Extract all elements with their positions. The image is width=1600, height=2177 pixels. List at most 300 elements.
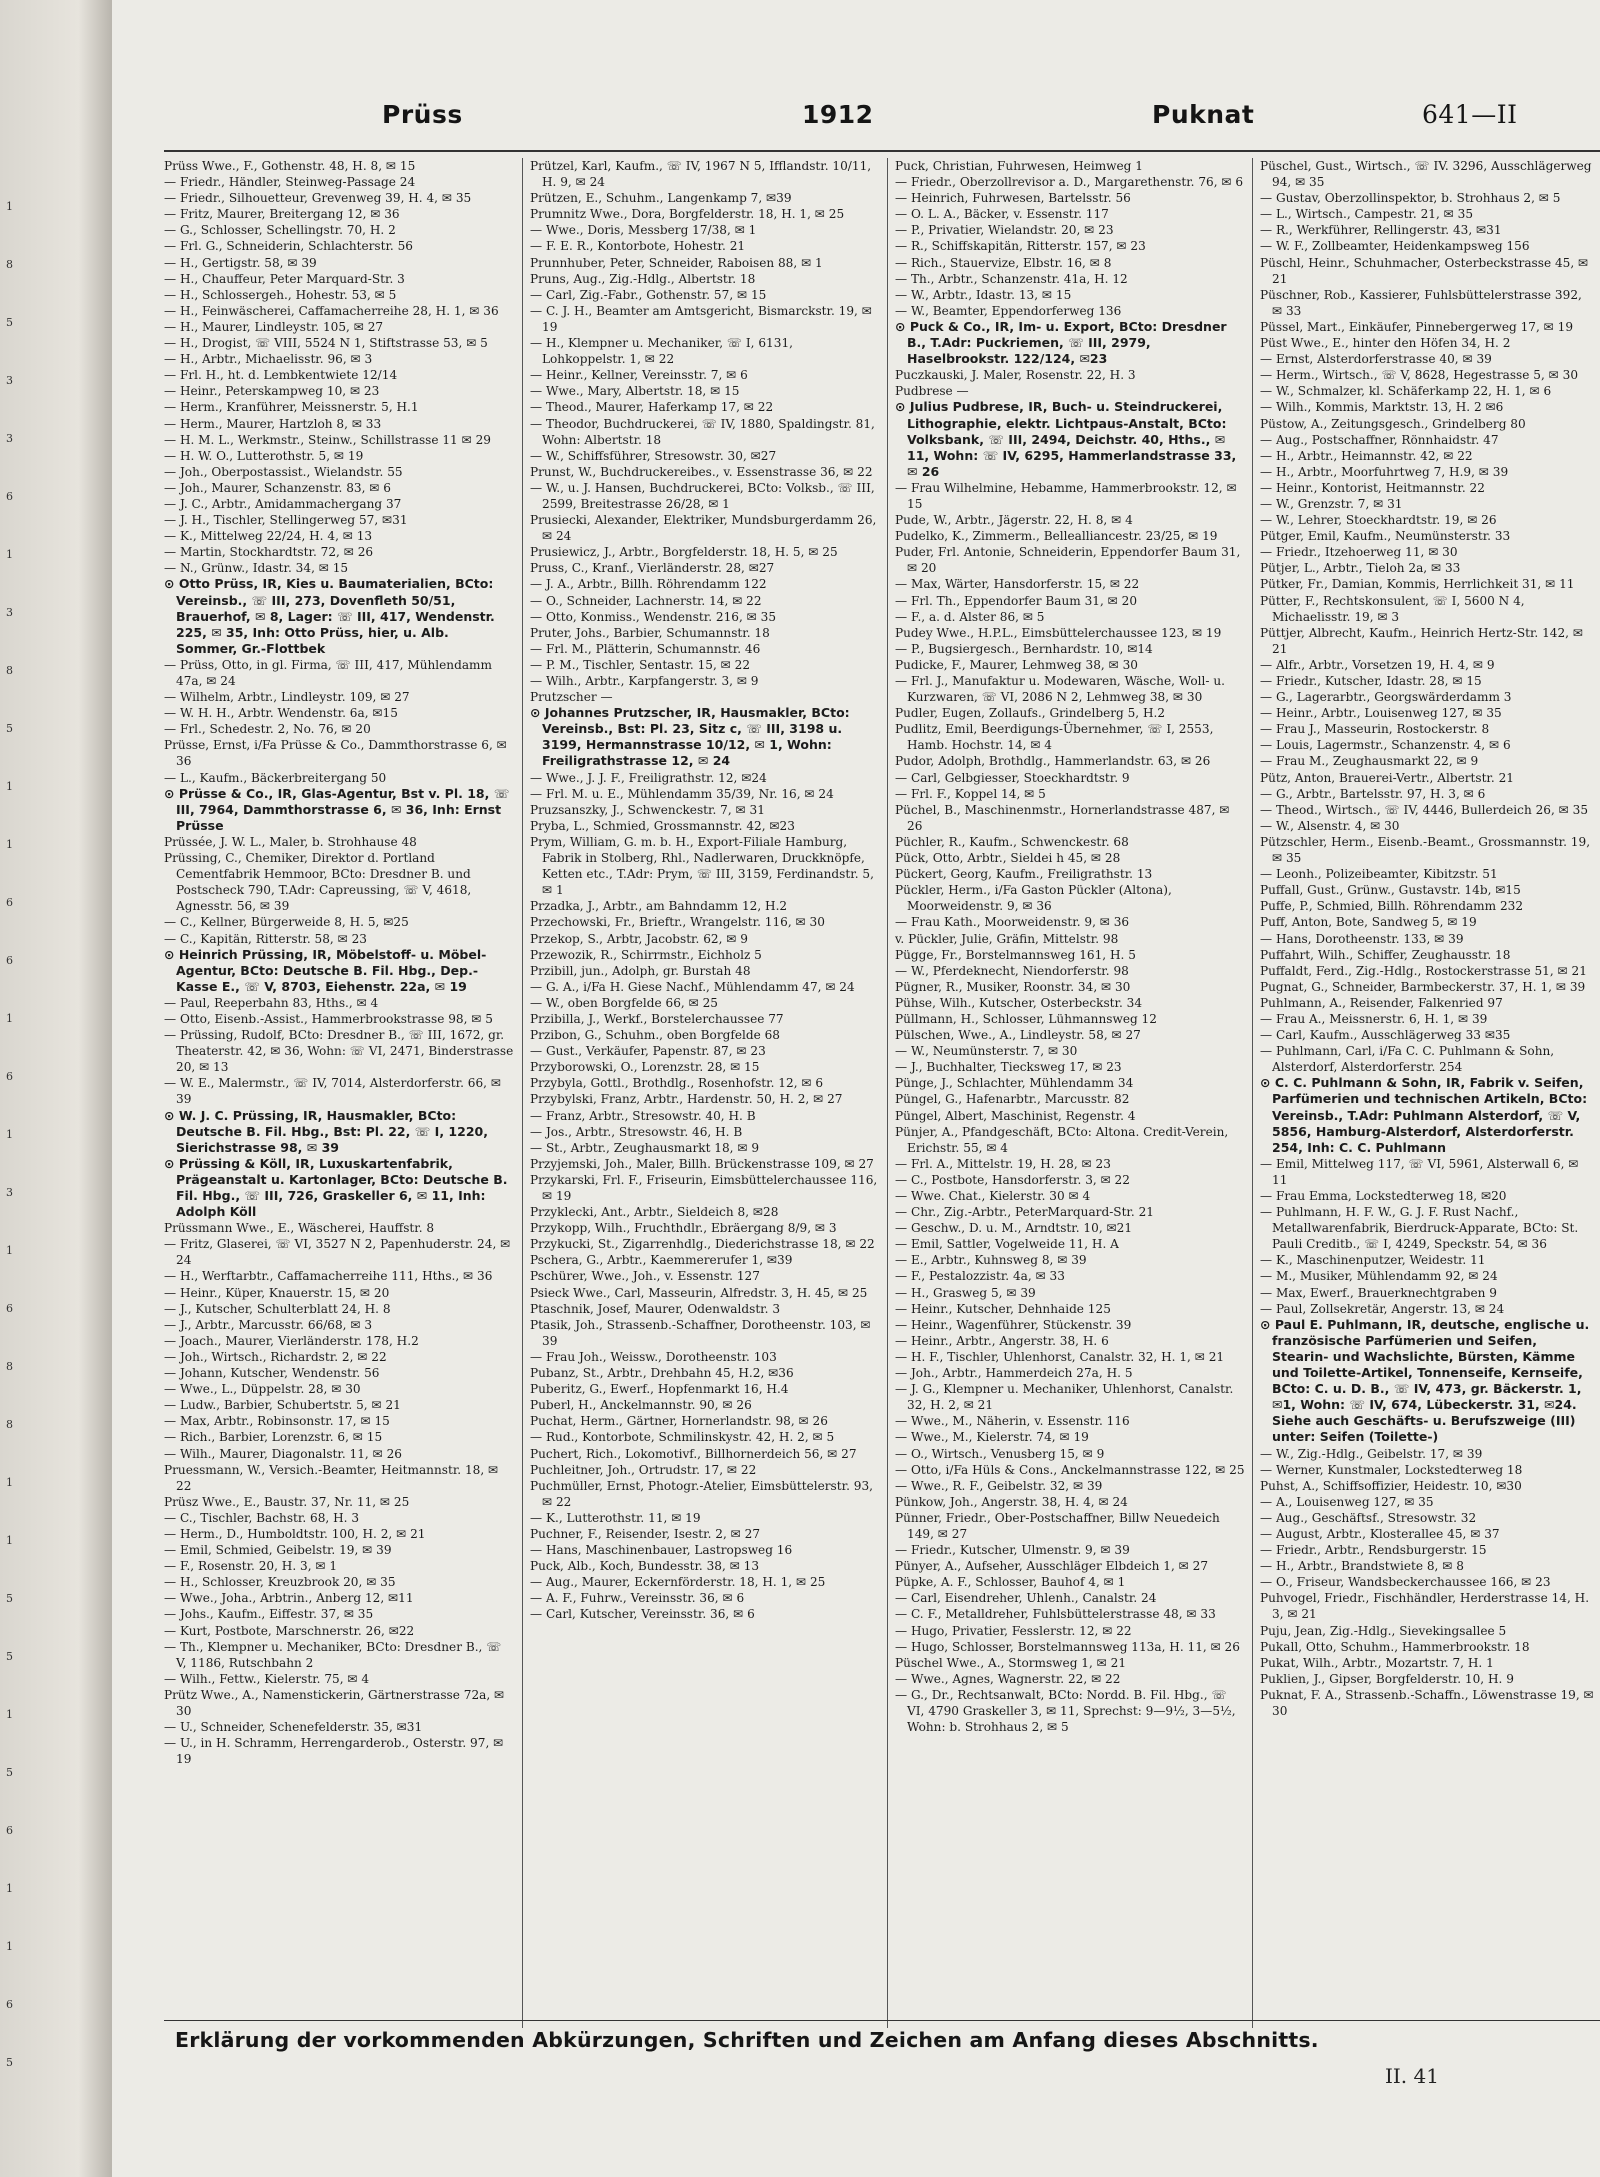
directory-entry: — Geschw., D. u. M., Arndtstr. 10, ✉21 xyxy=(895,1221,1133,1236)
directory-entry: Prusiecki, Alexander, Elektriker, Mundsburgerdamm 26, ✉ 24 xyxy=(530,513,877,544)
directory-entry: — H., Werftarbtr., Caffamacherreihe 111, Hths., ✉ 36 xyxy=(164,1269,493,1284)
directory-entry: ⊙ Paul E. Puhlmann, IR, deutsche, englische u. französische Parfümerien und Seifen, Stearin- und Wachslichte, Bürsten, Kämme und Toilette-Artikel, Tonnenseife, Kernseife, BCto: C. u. D. B., ☏ IV, 473, gr. Bäckerstr. 1, ✉1, Wohn: ☏ IV, 674, Lübeckerstr. 31, ✉24. Siehe auch Geschäfts- u. Berufszweige (III) unter: Seifen (Toilette-) xyxy=(1260,1316,1590,1445)
directory-entry: Pruns, Aug., Zig.-Hdlg., Albertstr. 18 xyxy=(530,271,756,286)
directory-entry: Przykopp, Wilh., Fruchthdlr., Ebräergang 8/9, ✉ 3 xyxy=(530,1221,837,1236)
directory-entry: — W., Zig.-Hdlg., Geibelstr. 17, ✉ 39 xyxy=(1260,1446,1483,1461)
margin-mark: 5 xyxy=(6,722,13,735)
margin-mark: 6 xyxy=(6,1824,13,1837)
directory-entry: — H., Arbtr., Michaelisstr. 96, ✉ 3 xyxy=(164,352,373,367)
directory-entry: — Friedr., Oberzollrevisor a. D., Margarethenstr. 76, ✉ 6 xyxy=(895,175,1244,190)
directory-entry: — C., Kapitän, Ritterstr. 58, ✉ 23 xyxy=(164,931,367,946)
directory-entry: — Max, Arbtr., Robinsonstr. 17, ✉ 15 xyxy=(164,1414,390,1429)
directory-entry: Pudelko, K., Zimmerm., Bellealliancestr. 23/25, ✉ 19 xyxy=(895,529,1218,544)
directory-entry: Prüssing, C., Chemiker, Direktor d. Portland Cementfabrik Hemmoor, BCto: Dresdner B. und Postscheck 790, T.Adr: Capreussing, ☏ V, 4618, Agnesstr. 56, ✉ 39 xyxy=(164,851,472,914)
margin-mark: 1 xyxy=(6,1940,13,1953)
directory-entry: Pückert, Georg, Kaufm., Freiligrathstr. 13 xyxy=(895,867,1153,882)
directory-entry: — G., Lagerarbtr., Georgswärderdamm 3 xyxy=(1260,690,1512,705)
directory-entry: Przyjemski, Joh., Maler, Billh. Brückenstrasse 109, ✉ 27 xyxy=(530,1156,874,1171)
directory-entry: — C., Postbote, Hansdorferstr. 3, ✉ 22 xyxy=(895,1172,1130,1187)
column-3 xyxy=(895,158,1245,2058)
directory-entry: — Hans, Maschinenbauer, Lastropsweg 16 xyxy=(530,1543,793,1558)
directory-entry: ⊙ Otto Prüss, IR, Kies u. Baumaterialien, BCto: Vereinsb., ☏ III, 273, Dovenfleth 50/51, Brauerhof, ✉ 8, Lager: ☏ III, 417, Wendenstr. 225, ✉ 35, Inh: Otto Prüss, hier, u. Alb. Sommer, Gr.-Flottbek xyxy=(164,576,495,656)
column-4 xyxy=(1260,158,1595,2058)
directory-entry: Pütker, Fr., Damian, Kommis, Herrlichkeit 31, ✉ 11 xyxy=(1260,577,1575,592)
directory-entry: — W., Schmalzer, kl. Schäferkamp 22, H. 1, ✉ 6 xyxy=(1260,384,1552,399)
directory-entry: Püschel, Gust., Wirtsch., ☏ IV. 3296, Ausschlägerweg 94, ✉ 35 xyxy=(1260,159,1592,190)
directory-entry: — W., Beamter, Eppendorferweg 136 xyxy=(895,303,1122,318)
directory-entry: Puju, Jean, Zig.-Hdlg., Sievekingsallee 5 xyxy=(1260,1623,1507,1638)
directory-entry: Prusiewicz, J., Arbtr., Borgfelderstr. 18, H. 5, ✉ 25 xyxy=(530,545,838,560)
directory-entry: Pschürer, Wwe., Joh., v. Essenstr. 127 xyxy=(530,1269,760,1284)
directory-entry: — Frau A., Meissnerstr. 6, H. 1, ✉ 39 xyxy=(1260,1011,1488,1026)
directory-entry: Przyborowski, O., Lorenzstr. 28, ✉ 15 xyxy=(530,1060,760,1075)
directory-entry: — R., Schiffskapitän, Ritterstr. 157, ✉ 23 xyxy=(895,239,1146,254)
column-1 xyxy=(164,158,514,2058)
directory-entry: Pukall, Otto, Schuhm., Hammerbrookstr. 18 xyxy=(1260,1639,1530,1654)
directory-entry: — Frau Kath., Moorweidenstr. 9, ✉ 36 xyxy=(895,915,1130,930)
directory-entry: — Leonh., Polizeibeamter, Kibitzstr. 51 xyxy=(1260,867,1498,882)
directory-entry: — Joh., Oberpostassist., Wielandstr. 55 xyxy=(164,464,403,479)
directory-entry: — Wwe., Mary, Albertstr. 18, ✉ 15 xyxy=(530,384,740,399)
directory-entry: — C. F., Metalldreher, Fuhlsbüttelerstrasse 48, ✉ 33 xyxy=(895,1607,1216,1622)
directory-entry: — O., Friseur, Wandsbeckerchaussee 166, ✉ 23 xyxy=(1260,1575,1551,1590)
directory-entry: — W., Neumünsterstr. 7, ✉ 30 xyxy=(895,1044,1078,1059)
directory-entry: — Chr., Zig.-Arbtr., PeterMarquard-Str. 21 xyxy=(895,1205,1154,1220)
directory-entry: — Herm., Wirtsch., ☏ V, 8628, Hegestrasse 5, ✉ 30 xyxy=(1260,368,1579,383)
directory-entry: Puder, Frl. Antonie, Schneiderin, Eppendorfer Baum 31, ✉ 20 xyxy=(895,545,1241,576)
directory-entry: — Theod., Wirtsch., ☏ IV, 4446, Bullerdeich 26, ✉ 35 xyxy=(1260,802,1589,817)
directory-entry: — H., Grasweg 5, ✉ 39 xyxy=(895,1285,1036,1300)
margin-mark: 5 xyxy=(6,2056,13,2069)
footer-note: Erklärung der vorkommenden Abkürzungen, Schriften und Zeichen am Anfang dieses Abschnitts. xyxy=(175,2028,1319,2052)
directory-entry: Pudbrese — xyxy=(895,384,969,399)
directory-entry: — H., Chauffeur, Peter Marquard-Str. 3 xyxy=(164,271,405,286)
directory-entry: — Heinr., Kellner, Vereinsstr. 7, ✉ 6 xyxy=(530,368,748,383)
directory-entry: — Herm., Maurer, Hartzloh 8, ✉ 33 xyxy=(164,416,382,431)
directory-entry: — Ernst, Alsterdorferstrasse 40, ✉ 39 xyxy=(1260,352,1492,367)
directory-entry: Pukat, Wilh., Arbtr., Mozartstr. 7, H. 1 xyxy=(1260,1655,1494,1670)
directory-entry: — Johann, Kutscher, Wendenstr. 56 xyxy=(164,1366,380,1381)
directory-entry: Pruss, C., Kranf., Vierländerstr. 28, ✉27 xyxy=(530,561,775,576)
directory-entry: Pude, W., Arbtr., Jägerstr. 22, H. 8, ✉ 4 xyxy=(895,513,1133,528)
directory-entry: — C., Tischler, Bachstr. 68, H. 3 xyxy=(164,1510,360,1525)
directory-entry: — Th., Klempner u. Mechaniker, BCto: Dresdner B., ☏ V, 1186, Rutschbahn 2 xyxy=(164,1639,502,1670)
directory-entry: Pünkow, Joh., Angerstr. 38, H. 4, ✉ 24 xyxy=(895,1494,1128,1509)
directory-entry: Pudler, Eugen, Zollaufs., Grindelberg 5, H.2 xyxy=(895,706,1166,721)
directory-entry: — Joh., Wirtsch., Richardstr. 2, ✉ 22 xyxy=(164,1349,387,1364)
directory-entry: Przadka, J., Arbtr., am Bahndamm 12, H.2 xyxy=(530,899,788,914)
directory-entry: — Friedr., Itzehoerweg 11, ✉ 30 xyxy=(1260,545,1458,560)
directory-entry: — H. F., Tischler, Uhlenhorst, Canalstr. 32, H. 1, ✉ 21 xyxy=(895,1349,1225,1364)
directory-entry: — Wwe., L., Düppelstr. 28, ✉ 30 xyxy=(164,1382,361,1397)
directory-entry: — L., Kaufm., Bäckerbreitergang 50 xyxy=(164,770,387,785)
directory-entry: Püllmann, H., Schlosser, Lühmannsweg 12 xyxy=(895,1011,1157,1026)
margin-mark: 5 xyxy=(6,1766,13,1779)
directory-entry: — Aug., Postschaffner, Rönnhaidstr. 47 xyxy=(1260,432,1499,447)
directory-entry: Prüssmann Wwe., E., Wäscherei, Hauffstr. 8 xyxy=(164,1221,435,1236)
directory-entry: Przewozik, R., Schirrmstr., Eichholz 5 xyxy=(530,947,762,962)
directory-entry: — Wwe., Agnes, Wagnerstr. 22, ✉ 22 xyxy=(895,1671,1121,1686)
directory-entry: — Carl, Kaufm., Ausschlägerweg 33 ✉35 xyxy=(1260,1028,1511,1043)
directory-entry: Püssel, Mart., Einkäufer, Pinnebergerweg 17, ✉ 19 xyxy=(1260,319,1574,334)
column-2 xyxy=(530,158,880,2058)
directory-entry: Puczkauski, J. Maler, Rosenstr. 22, H. 3 xyxy=(895,368,1136,383)
directory-entry: — Heinr., Arbtr., Angerstr. 38, H. 6 xyxy=(895,1333,1109,1348)
directory-entry: — J., Arbtr., Marcusstr. 66/68, ✉ 3 xyxy=(164,1317,373,1332)
directory-entry: — Rich., Barbier, Lorenzstr. 6, ✉ 15 xyxy=(164,1430,383,1445)
directory-entry: — Frl. M. u. E., Mühlendamm 35/39, Nr. 16, ✉ 24 xyxy=(530,786,834,801)
directory-entry: — W. H. H., Arbtr. Wendenstr. 6a, ✉15 xyxy=(164,706,398,721)
directory-entry: — Aug., Maurer, Eckernförderstr. 18, H. 1, ✉ 25 xyxy=(530,1575,826,1590)
directory-entry: — P., Privatier, Wielandstr. 20, ✉ 23 xyxy=(895,223,1114,238)
directory-entry: Prütz Wwe., A., Namenstickerin, Gärtnerstrasse 72a, ✉ 30 xyxy=(164,1687,505,1718)
directory-entry: — Friedr., Silhouetteur, Grevenweg 39, H. 4, ✉ 35 xyxy=(164,191,472,206)
directory-entry: — W., Arbtr., Idastr. 13, ✉ 15 xyxy=(895,287,1072,302)
directory-entry: — Ludw., Barbier, Schubertstr. 5, ✉ 21 xyxy=(164,1398,401,1413)
margin-mark: 8 xyxy=(6,1360,13,1373)
directory-entry: Ptasik, Joh., Strassenb.-Schaffner, Dorotheenstr. 103, ✉ 39 xyxy=(530,1317,871,1348)
directory-entry: — N., Grünw., Idastr. 34, ✉ 15 xyxy=(164,561,349,576)
directory-entry: — Jos., Arbtr., Stresowstr. 46, H. B xyxy=(530,1124,743,1139)
directory-entry: — G., Dr., Rechtsanwalt, BCto: Nordd. B. Fil. Hbg., ☏ VI, 4790 Graskeller 3, ✉ 11, Sprechst: 9—9½, 3—5½, Wohn: b. Strohhaus 2, ✉ 5 xyxy=(895,1687,1236,1735)
directory-entry: — W., Lehrer, Stoeckhardtstr. 19, ✉ 26 xyxy=(1260,513,1497,528)
directory-entry: — Hugo, Privatier, Fesslerstr. 12, ✉ 22 xyxy=(895,1623,1132,1638)
margin-mark: 6 xyxy=(6,1070,13,1083)
directory-entry: — Frl. A., Mittelstr. 19, H. 28, ✉ 23 xyxy=(895,1156,1111,1171)
directory-entry: — U., Schneider, Schenefelderstr. 35, ✉31 xyxy=(164,1720,423,1735)
directory-entry: — Frau Wilhelmine, Hebamme, Hammerbrookstr. 12, ✉ 15 xyxy=(895,480,1237,511)
directory-entry: Pütz, Anton, Brauerei-Vertr., Albertstr. 21 xyxy=(1260,770,1514,785)
directory-entry: ⊙ C. C. Puhlmann & Sohn, IR, Fabrik v. Seifen, Parfümerien und technischen Artikeln, BCto: Vereinsb., T.Adr: Puhlmann Alsterdorf, ☏ V, 5856, Hamburg-Alsterdorf, Alsterdorferstr. 254, Inh: C. C. Puhlmann xyxy=(1260,1075,1588,1155)
directory-entry: Pruter, Johs., Barbier, Schumannstr. 18 xyxy=(530,625,770,640)
directory-entry: — C., Kellner, Bürgerweide 8, H. 5, ✉25 xyxy=(164,915,409,930)
directory-entry: Prumnitz Wwe., Dora, Borgfelderstr. 18, H. 1, ✉ 25 xyxy=(530,207,845,222)
directory-entry: — Gust., Verkäufer, Papenstr. 87, ✉ 23 xyxy=(530,1044,766,1059)
directory-entry: ⊙ Prüsse & Co., IR, Glas-Agentur, Bst v. Pl. 18, ☏ III, 7964, Dammthorstrasse 6, ✉ 36, Inh: Ernst Prüsse xyxy=(164,785,510,833)
directory-entry: — Martin, Stockhardtstr. 72, ✉ 26 xyxy=(164,545,374,560)
directory-entry: — F., Rosenstr. 20, H. 3, ✉ 1 xyxy=(164,1559,338,1574)
directory-entry: — Herm., Kranführer, Meissnerstr. 5, H.1 xyxy=(164,400,419,415)
directory-entry: Püchler, R., Kaufm., Schwenckestr. 68 xyxy=(895,834,1129,849)
previous-page-edge xyxy=(0,0,112,2177)
directory-entry: Prützen, E., Schuhm., Langenkamp 7, ✉39 xyxy=(530,191,792,206)
directory-entry: Prützel, Karl, Kaufm., ☏ IV, 1967 N 5, Ifflandstr. 10/11, H. 9, ✉ 24 xyxy=(530,159,872,190)
directory-entry: Pschera, G., Arbtr., Kaemmererufer 1, ✉39 xyxy=(530,1253,793,1268)
directory-entry: — Hugo, Schlosser, Borstelmannsweg 113a, H. 11, ✉ 26 xyxy=(895,1639,1240,1654)
margin-mark: 3 xyxy=(6,374,13,387)
directory-entry: — Heinr., Küper, Knauerstr. 15, ✉ 20 xyxy=(164,1285,390,1300)
directory-entry: Puchat, Herm., Gärtner, Hornerlandstr. 98, ✉ 26 xyxy=(530,1414,828,1429)
directory-page xyxy=(112,0,1600,2177)
directory-entry: Przibilla, J., Werkf., Borstelerchaussee 77 xyxy=(530,1011,784,1026)
directory-entry: — W., u. J. Hansen, Buchdruckerei, BCto: Volksb., ☏ III, 2599, Breitestrasse 26/28, ✉ 1 xyxy=(530,480,875,511)
directory-entry: — Otto, Eisenb.-Assist., Hammerbrookstrasse 98, ✉ 5 xyxy=(164,1011,493,1026)
directory-entry: — H., Arbtr., Moorfuhrtweg 7, H.9, ✉ 39 xyxy=(1260,464,1509,479)
header-left-name: Prüss xyxy=(382,100,463,129)
directory-entry: Pudor, Adolph, Brothdlg., Hammerlandstr. 63, ✉ 26 xyxy=(895,754,1211,769)
directory-entry: — Wilh., Maurer, Diagonalstr. 11, ✉ 26 xyxy=(164,1446,402,1461)
margin-mark: 8 xyxy=(6,1418,13,1431)
directory-entry: — Frau Emma, Lockstedterweg 18, ✉20 xyxy=(1260,1189,1507,1203)
directory-entry: Puchmüller, Ernst, Photogr.-Atelier, Eimsbüttelerstr. 93, ✉ 22 xyxy=(530,1478,873,1509)
header-page-number: 641—II xyxy=(1422,100,1518,129)
directory-entry: — P. M., Tischler, Sentastr. 15, ✉ 22 xyxy=(530,657,751,672)
directory-entry: — K., Lutterothstr. 11, ✉ 19 xyxy=(530,1510,701,1525)
directory-entry: — Wwe. Chat., Kielerstr. 30 ✉ 4 xyxy=(895,1189,1091,1203)
directory-entry: — Prüss, Otto, in gl. Firma, ☏ III, 417, Mühlendamm 47a, ✉ 24 xyxy=(164,657,492,688)
directory-entry: — Paul, Zollsekretär, Angerstr. 13, ✉ 24 xyxy=(1260,1301,1505,1316)
directory-entry: — L., Wirtsch., Campestr. 21, ✉ 35 xyxy=(1260,207,1474,222)
directory-entry: — G. A., i/Fa H. Giese Nachf., Mühlendamm 47, ✉ 24 xyxy=(530,979,855,994)
directory-entry: Puklien, J., Gipser, Borgfelderstr. 10, H. 9 xyxy=(1260,1671,1514,1686)
directory-entry: — J., Kutscher, Schulterblatt 24, H. 8 xyxy=(164,1301,391,1316)
directory-entry: — Frl. Th., Eppendorfer Baum 31, ✉ 20 xyxy=(895,593,1138,608)
directory-entry: Prunnhuber, Peter, Schneider, Raboisen 88, ✉ 1 xyxy=(530,255,823,270)
directory-entry: — W., Grenzstr. 7, ✉ 31 xyxy=(1260,496,1403,511)
directory-entry: Puhst, A., Schiffsoffizier, Heidestr. 10, ✉30 xyxy=(1260,1478,1522,1493)
directory-entry: — Wilh., Fettw., Kielerstr. 75, ✉ 4 xyxy=(164,1671,370,1686)
directory-entry: Przibill, jun., Adolph, gr. Burstah 48 xyxy=(530,963,751,978)
directory-entry: Puffaldt, Ferd., Zig.-Hdlg., Rostockerstrasse 51, ✉ 21 xyxy=(1260,963,1587,978)
directory-entry: — Frl., Schedestr. 2, No. 76, ✉ 20 xyxy=(164,722,371,737)
directory-entry: Psieck Wwe., Carl, Masseurin, Alfredstr. 3, H. 45, ✉ 25 xyxy=(530,1285,868,1300)
directory-entry: Przyklecki, Ant., Arbtr., Sieldeich 8, ✉28 xyxy=(530,1205,779,1220)
directory-entry: — Carl, Zig.-Fabr., Gothenstr. 57, ✉ 15 xyxy=(530,287,767,302)
directory-entry: — Fritz, Glaserei, ☏ VI, 3527 N 2, Papenhuderstr. 24, ✉ 24 xyxy=(164,1237,511,1268)
directory-entry: Pügner, R., Musiker, Roonstr. 34, ✉ 30 xyxy=(895,979,1131,994)
directory-entry: — Friedr., Kutscher, Idastr. 28, ✉ 15 xyxy=(1260,674,1482,688)
directory-entry: — Friedr., Händler, Steinweg-Passage 24 xyxy=(164,175,416,190)
directory-entry: — J., Buchhalter, Tiecksweg 17, ✉ 23 xyxy=(895,1060,1122,1075)
directory-entry: — Wwe., M., Kielerstr. 74, ✉ 19 xyxy=(895,1430,1089,1445)
directory-entry: — Johs., Kaufm., Eiffestr. 37, ✉ 35 xyxy=(164,1607,374,1622)
directory-entry: Püngel, G., Hafenarbtr., Marcusstr. 82 xyxy=(895,1092,1130,1107)
directory-entry: — G., Arbtr., Bartelsstr. 97, H. 3, ✉ 6 xyxy=(1260,786,1486,801)
directory-entry: — Aug., Geschäftsf., Stresowstr. 32 xyxy=(1260,1510,1477,1525)
directory-entry: Pütter, F., Rechtskonsulent, ☏ I, 5600 N 4, Michaelisstr. 19, ✉ 3 xyxy=(1260,593,1525,624)
directory-entry: — Friedr., Kutscher, Ulmenstr. 9, ✉ 39 xyxy=(895,1543,1130,1558)
directory-entry: Prüsz Wwe., E., Baustr. 37, Nr. 11, ✉ 25 xyxy=(164,1494,410,1509)
directory-entry: Pück, Otto, Arbtr., Sieldei h 45, ✉ 28 xyxy=(895,851,1121,866)
directory-entry: — W., oben Borgfelde 66, ✉ 25 xyxy=(530,995,718,1010)
margin-mark: 8 xyxy=(6,258,13,271)
directory-entry: ⊙ Julius Pudbrese, IR, Buch- u. Steindruckerei, Lithographie, elektr. Lichtpaus-Anstalt, BCto: Volksbank, ☏ III, 2494, Deichstr. 40, Hths., ✉ 11, Wohn: ☏ IV, 6295, Hammerlandstrasse 33, ✉ 26 xyxy=(895,399,1237,479)
directory-entry: Prüssée, J. W. L., Maler, b. Strohhause 48 xyxy=(164,834,417,849)
directory-entry: — St., Arbtr., Zeughausmarkt 18, ✉ 9 xyxy=(530,1140,760,1155)
directory-entry: Prüsse, Ernst, i/Fa Prüsse & Co., Dammthorstrasse 6, ✉ 36 xyxy=(164,738,507,769)
directory-entry: Pudicke, F., Maurer, Lehmweg 38, ✉ 30 xyxy=(895,657,1138,672)
directory-entry: — Heinr., Peterskampweg 10, ✉ 23 xyxy=(164,384,380,399)
directory-entry: — Frl. F., Koppel 14, ✉ 5 xyxy=(895,786,1046,801)
margin-mark: 1 xyxy=(6,200,13,213)
directory-entry: — Otto, Konmiss., Wendenstr. 216, ✉ 35 xyxy=(530,609,777,624)
directory-entry: — W., Alsenstr. 4, ✉ 30 xyxy=(1260,818,1400,833)
directory-entry: ⊙ Prüssing & Köll, IR, Luxuskartenfabrik, Prägeanstalt u. Kartonlager, BCto: Deutsche B. Fil. Hbg., ☏ III, 726, Graskeller 6, ✉ 11, Inh: Adolph Köll xyxy=(164,1155,508,1220)
directory-entry: Puchner, F., Reisender, Isestr. 2, ✉ 27 xyxy=(530,1526,761,1541)
directory-entry: — Hans, Dorotheenstr. 133, ✉ 39 xyxy=(1260,931,1464,946)
directory-entry: Puberl, H., Anckelmannstr. 90, ✉ 26 xyxy=(530,1398,752,1413)
directory-entry: ⊙ Puck & Co., IR, Im- u. Export, BCto: Dresdner B., T.Adr: Puckriemen, ☏ III, 2979, Haselbrookstr. 122/124, ✉23 xyxy=(895,318,1227,367)
directory-entry: Puknat, F. A., Strassenb.-Schaffn., Löwenstrasse 19, ✉ 30 xyxy=(1260,1687,1594,1718)
directory-entry: — H., Maurer, Lindleystr. 105, ✉ 27 xyxy=(164,319,384,334)
directory-entry: Pückler, Herm., i/Fa Gaston Pückler (Altona), Moorweidenstr. 9, ✉ 36 xyxy=(895,883,1172,914)
directory-entry: — Carl, Gelbgiesser, Stoeckhardtstr. 9 xyxy=(895,770,1130,785)
directory-entry: ⊙ Johannes Prutzscher, IR, Hausmakler, BCto: Vereinsb., Bst: Pl. 23, Sitz c, ☏ III, 3198 u. 3199, Hermannstrasse 10/12, ✉ 1, Wohn: Freiligrathstrasse 12, ✉ 24 xyxy=(530,705,850,769)
directory-entry: ⊙ Heinrich Prüssing, IR, Möbelstoff- u. Möbel-Agentur, BCto: Deutsche B. Fil. Hbg., Dep.-Kasse E., ☏ V, 8703, Eiehenstr. 22a, ✉ 19 xyxy=(164,946,487,994)
directory-entry: — H. W. O., Lutterothstr. 5, ✉ 19 xyxy=(164,448,364,463)
directory-entry: — P., Bugsiergesch., Bernhardstr. 10, ✉14 xyxy=(895,641,1153,656)
directory-entry: — Fritz, Maurer, Breitergang 12, ✉ 36 xyxy=(164,207,400,222)
directory-entry: — Carl, Eisendreher, Uhlenh., Canalstr. 24 xyxy=(895,1591,1157,1606)
directory-entry: — Paul, Reeperbahn 83, Hths., ✉ 4 xyxy=(164,995,379,1010)
directory-entry: Puchert, Rich., Lokomotivf., Billhornerdeich 56, ✉ 27 xyxy=(530,1446,857,1461)
directory-entry: — Franz, Arbtr., Stresowstr. 40, H. B xyxy=(530,1108,756,1123)
directory-entry: — C. J. H., Beamter am Amtsgericht, Bismarckstr. 19, ✉ 19 xyxy=(530,303,872,334)
margin-mark: 5 xyxy=(6,316,13,329)
margin-mark: 3 xyxy=(6,1186,13,1199)
directory-entry: Pütger, Emil, Kaufm., Neumünsterstr. 33 xyxy=(1260,529,1511,544)
directory-entry: — Wwe., Doris, Messberg 17/38, ✉ 1 xyxy=(530,223,757,238)
directory-entry: — J. C., Arbtr., Amidammachergang 37 xyxy=(164,496,402,511)
directory-entry: — Heinr., Wagenführer, Stückenstr. 39 xyxy=(895,1317,1132,1332)
directory-entry: — Heinr., Kutscher, Dehnhaide 125 xyxy=(895,1301,1111,1316)
directory-entry: — Max, Ewerf., Brauerknechtgraben 9 xyxy=(1260,1285,1497,1300)
footer-rule xyxy=(164,2020,1600,2021)
directory-entry: Przybyla, Gottl., Brothdlg., Rosenhofstr. 12, ✉ 6 xyxy=(530,1076,824,1091)
directory-entry: Pudlitz, Emil, Beerdigungs-Übernehmer, ☏ I, 2553, Hamb. Hochstr. 14, ✉ 4 xyxy=(895,722,1214,753)
directory-entry: — A. F., Fuhrw., Vereinsstr. 36, ✉ 6 xyxy=(530,1591,745,1606)
margin-mark: 3 xyxy=(6,606,13,619)
directory-entry: — Frau Joh., Weissw., Dorotheenstr. 103 xyxy=(530,1349,777,1364)
directory-entry: Pruzsanszky, J., Schwenckestr. 7, ✉ 31 xyxy=(530,802,765,817)
directory-entry: — R., Werkführer, Rellingerstr. 43, ✉31 xyxy=(1260,223,1502,238)
directory-entry: ⊙ W. J. C. Prüssing, IR, Hausmakler, BCto: Deutsche B. Fil. Hbg., Bst: Pl. 22, ☏ I, 1220, Sierichstrasse 98, ✉ 39 xyxy=(164,1107,488,1155)
directory-entry: Pünyer, A., Aufseher, Ausschläger Elbdeich 1, ✉ 27 xyxy=(895,1559,1209,1574)
directory-entry: — H. M. L., Werkmstr., Steinw., Schillstrasse 11 ✉ 29 xyxy=(164,432,491,447)
directory-entry: Püstow, A., Zeitungsgesch., Grindelberg 80 xyxy=(1260,416,1526,431)
margin-mark: 1 xyxy=(6,1708,13,1721)
directory-entry: — Friedr., Arbtr., Rendsburgerstr. 15 xyxy=(1260,1543,1487,1558)
directory-entry: Prunst, W., Buchdruckereibes., v. Essenstrasse 36, ✉ 22 xyxy=(530,464,873,479)
directory-entry: — E., Arbtr., Kuhnsweg 8, ✉ 39 xyxy=(895,1253,1087,1268)
margin-mark: 1 xyxy=(6,1476,13,1489)
column-divider xyxy=(522,158,523,2028)
directory-entry: — Rich., Stauervize, Elbstr. 16, ✉ 8 xyxy=(895,255,1112,270)
directory-entry: Pützschler, Herm., Eisenb.-Beamt., Grossmannstr. 19, ✉ 35 xyxy=(1260,834,1591,866)
directory-entry: Pülschen, Wwe., A., Lindleystr. 58, ✉ 27 xyxy=(895,1028,1141,1043)
directory-entry: — O., Schneider, Lachnerstr. 14, ✉ 22 xyxy=(530,593,762,608)
directory-entry: Przykucki, St., Zigarrenhdlg., Diederichstrasse 18, ✉ 22 xyxy=(530,1237,875,1252)
directory-entry: — Kurt, Postbote, Marschnerstr. 26, ✉22 xyxy=(164,1623,415,1638)
directory-entry: — Puhlmann, Carl, i/Fa C. C. Puhlmann & Sohn, Alsterdorf, Alsterdorferstr. 254 xyxy=(1260,1044,1555,1075)
margin-mark: 1 xyxy=(6,1534,13,1547)
directory-entry: — Frau M., Zeughausmarkt 22, ✉ 9 xyxy=(1260,754,1479,769)
directory-entry: — Frl. G., Schneiderin, Schlachterstr. 56 xyxy=(164,239,413,254)
directory-entry: — Theod., Maurer, Haferkamp 17, ✉ 22 xyxy=(530,400,774,415)
directory-entry: — Joh., Arbtr., Hammerdeich 27a, H. 5 xyxy=(895,1366,1133,1381)
directory-entry: — Heinrich, Fuhrwesen, Bartelsstr. 56 xyxy=(895,191,1131,206)
directory-entry: — F., Pestalozzistr. 4a, ✉ 33 xyxy=(895,1269,1065,1284)
directory-entry: Puchleitner, Joh., Ortrudstr. 17, ✉ 22 xyxy=(530,1462,757,1477)
column-divider xyxy=(1252,158,1253,2028)
header-right-name: Puknat xyxy=(1152,100,1255,129)
directory-entry: Püngel, Albert, Maschinist, Regenstr. 4 xyxy=(895,1108,1136,1123)
directory-entry: Przibon, G., Schuhm., oben Borgfelde 68 xyxy=(530,1028,780,1043)
directory-entry: — H., Feinwäscherei, Caffamacherreihe 28, H. 1, ✉ 36 xyxy=(164,303,499,318)
page-header xyxy=(112,100,1600,140)
margin-mark: 1 xyxy=(6,1012,13,1025)
directory-entry: — Joh., Maurer, Schanzenstr. 83, ✉ 6 xyxy=(164,480,391,495)
margin-mark: 1 xyxy=(6,1882,13,1895)
directory-entry: Prym, William, G. m. b. H., Export-Filiale Hamburg, Fabrik in Stolberg, Rhl., Nadlerwaren, Druckknöpfe, Ketten etc., T.Adr: Prym, ☏ III, 3159, Ferdinandstr. 5, ✉ 1 xyxy=(530,834,874,898)
directory-entry: — Joach., Maurer, Vierländerstr. 178, H.2 xyxy=(164,1333,419,1348)
header-year: 1912 xyxy=(802,100,874,129)
directory-entry: — Frl. H., ht. d. Lembkentwiete 12/14 xyxy=(164,368,398,383)
margin-mark: 5 xyxy=(6,1650,13,1663)
directory-entry: Przechowski, Fr., Brieftr., Wrangelstr. 116, ✉ 30 xyxy=(530,915,825,930)
directory-entry: Puck, Christian, Fuhrwesen, Heimweg 1 xyxy=(895,159,1143,173)
directory-entry: — Theodor, Buchdruckerei, ☏ IV, 1880, Spaldingstr. 81, Wohn: Albertstr. 18 xyxy=(530,416,875,447)
directory-entry: Pugnat, G., Schneider, Barmbeckerstr. 37, H. 1, ✉ 39 xyxy=(1260,979,1586,994)
directory-entry: — H., Gertigstr. 58, ✉ 39 xyxy=(164,255,317,270)
directory-entry: Prüss Wwe., F., Gothenstr. 48, H. 8, ✉ 15 xyxy=(164,159,416,173)
directory-entry: Püst Wwe., E., hinter den Höfen 34, H. 2 xyxy=(1260,336,1511,351)
margin-mark: 5 xyxy=(6,1592,13,1605)
directory-entry: Prutzscher — xyxy=(530,690,613,705)
directory-entry: Puffe, P., Schmied, Billh. Röhrendamm 232 xyxy=(1260,899,1524,914)
margin-mark: 6 xyxy=(6,1302,13,1315)
margin-mark: 6 xyxy=(6,490,13,503)
directory-entry: Pügge, Fr., Borstelmannsweg 161, H. 5 xyxy=(895,947,1136,962)
directory-entry: — Alfr., Arbtr., Vorsetzen 19, H. 4, ✉ 9 xyxy=(1260,657,1495,672)
directory-entry: — J. H., Tischler, Stellingerweg 57, ✉31 xyxy=(164,513,408,528)
directory-entry: — Wilhelm, Arbtr., Lindleystr. 109, ✉ 27 xyxy=(164,690,410,705)
directory-entry: — Carl, Kutscher, Vereinsstr. 36, ✉ 6 xyxy=(530,1607,755,1622)
margin-mark: 1 xyxy=(6,1244,13,1257)
directory-entry: — Wwe., Joha., Arbtrin., Anberg 12, ✉11 xyxy=(164,1591,414,1606)
directory-entry: Püschel Wwe., A., Stormsweg 1, ✉ 21 xyxy=(895,1655,1127,1670)
directory-entry: Püschner, Rob., Kassierer, Fuhlsbüttelerstrasse 392, ✉ 33 xyxy=(1260,287,1582,318)
directory-entry: — O., Wirtsch., Venusberg 15, ✉ 9 xyxy=(895,1446,1105,1461)
margin-mark: 3 xyxy=(6,432,13,445)
directory-entry: — Puhlmann, H. F. W., G. J. F. Rust Nachf., Metallwarenfabrik, Bierdruck-Apparate, BCto: St. Pauli Creditb., ☏ I, 4249, Speckstr. 54, ✉ 36 xyxy=(1260,1205,1579,1252)
directory-entry: — U., in H. Schramm, Herrengarderob., Osterstr. 97, ✉ 19 xyxy=(164,1736,504,1767)
directory-entry: — Emil, Mittelweg 117, ☏ VI, 5961, Alsterwall 6, ✉ 11 xyxy=(1260,1156,1579,1187)
directory-entry: Ptaschnik, Josef, Maurer, Odenwaldstr. 3 xyxy=(530,1301,781,1316)
directory-entry: — F., a. d. Alster 86, ✉ 5 xyxy=(895,609,1045,624)
margin-mark: 1 xyxy=(6,780,13,793)
directory-entry: Puberitz, G., Ewerf., Hopfenmarkt 16, H.4 xyxy=(530,1382,789,1397)
directory-entry: — Heinr., Kontorist, Heitmannstr. 22 xyxy=(1260,480,1485,495)
directory-entry: — F. E. R., Kontorbote, Hohestr. 21 xyxy=(530,239,746,254)
directory-entry: — H., Arbtr., Heimannstr. 42, ✉ 22 xyxy=(1260,448,1473,463)
directory-entry: — Emil, Sattler, Vogelweide 11, H. A xyxy=(895,1237,1119,1252)
directory-entry: Pünner, Friedr., Ober-Postschaffner, Billw Neuedeich 149, ✉ 27 xyxy=(895,1510,1220,1541)
directory-entry: — H., Klempner u. Mechaniker, ☏ I, 6131, Lohkoppelstr. 1, ✉ 22 xyxy=(530,336,793,367)
header-rule xyxy=(164,150,1600,152)
directory-entry: — Th., Arbtr., Schanzenstr. 41a, H. 12 xyxy=(895,271,1128,286)
directory-entry: — Wwe., R. F., Geibelstr. 32, ✉ 39 xyxy=(895,1478,1103,1493)
directory-entry: Pünjer, A., Pfandgeschäft, BCto: Altona. Credit-Verein, Erichstr. 55, ✉ 4 xyxy=(895,1124,1229,1155)
directory-entry: Przekop, S., Arbtr, Jacobstr. 62, ✉ 9 xyxy=(530,931,748,946)
directory-entry: Pudey Wwe., H.P.L., Eimsbüttelerchaussee 123, ✉ 19 xyxy=(895,625,1222,640)
directory-entry: Püchel, B., Maschinenmstr., Hornerlandstrasse 487, ✉ 26 xyxy=(895,802,1230,833)
directory-entry: Puhvogel, Friedr., Fischhändler, Herderstrasse 14, H. 3, ✉ 21 xyxy=(1260,1591,1590,1622)
directory-entry: Puffahrt, Wilh., Schiffer, Zeughausstr. 18 xyxy=(1260,947,1511,962)
directory-entry: Puff, Anton, Bote, Sandweg 5, ✉ 19 xyxy=(1260,915,1477,930)
directory-entry: Püschl, Heinr., Schuhmacher, Osterbeckstrasse 45, ✉ 21 xyxy=(1260,255,1589,286)
directory-entry: — K., Maschinenputzer, Weidestr. 11 xyxy=(1260,1253,1486,1268)
